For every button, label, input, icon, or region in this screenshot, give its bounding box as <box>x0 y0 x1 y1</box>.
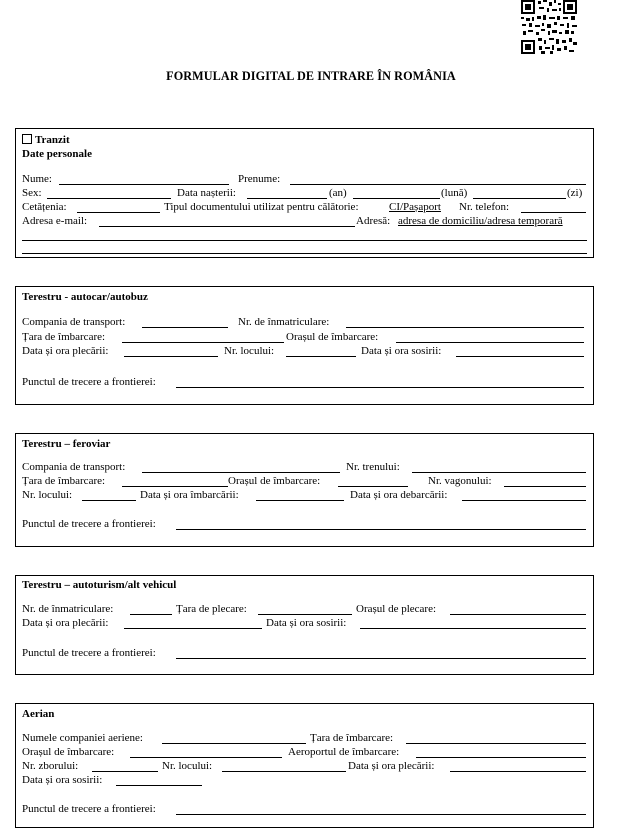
aerian-zbor-label: Nr. zborului: <box>22 760 79 772</box>
email-field[interactable] <box>99 226 355 227</box>
aerian-aeroport-field[interactable] <box>416 757 586 758</box>
adresa-line-1[interactable] <box>22 240 587 241</box>
autoturism-tara-field[interactable] <box>258 614 352 615</box>
aerian-oras-label: Orașul de îmbarcare: <box>22 746 115 758</box>
aerian-punct-label: Punctul de trecere a frontierei: <box>22 803 156 815</box>
year-label: (an) <box>329 187 347 199</box>
adresa-value[interactable]: adresa de domiciliu/adresa temporară <box>398 215 563 227</box>
autoturism-tara-label: Țara de plecare: <box>176 603 247 615</box>
adresa-label: Adresă: <box>356 215 391 227</box>
aerian-companie-field[interactable] <box>162 743 306 744</box>
autoturism-sosire-field[interactable] <box>360 628 586 629</box>
feroviar-punct-label: Punctul de trecere a frontierei: <box>22 518 156 530</box>
autocar-loc-label: Nr. locului: <box>224 345 275 357</box>
cetatenia-label: Cetățenia: <box>22 201 67 213</box>
day-label: (zi) <box>567 187 583 199</box>
birth-year-field[interactable] <box>247 198 327 199</box>
feroviar-loc-field[interactable] <box>82 500 136 501</box>
aerian-zbor-field[interactable] <box>92 771 158 772</box>
aerian-aeroport-label: Aeroportul de îmbarcare: <box>288 746 400 758</box>
feroviar-section <box>15 433 594 547</box>
feroviar-oras-field[interactable] <box>338 486 408 487</box>
feroviar-vagon-field[interactable] <box>504 486 586 487</box>
autocar-tara-field[interactable] <box>122 342 284 343</box>
autocar-loc-field[interactable] <box>286 356 356 357</box>
feroviar-heading: Terestru – feroviar <box>22 438 111 450</box>
feroviar-oras-label: Orașul de îmbarcare: <box>228 475 321 487</box>
autocar-sosire-label: Data și ora sosirii: <box>361 345 442 357</box>
aerian-sosire-field[interactable] <box>116 785 202 786</box>
personal-data-heading: Date personale <box>22 148 92 160</box>
feroviar-compania-field[interactable] <box>142 472 340 473</box>
prenume-label: Prenume: <box>238 173 281 185</box>
birth-day-field[interactable] <box>473 198 566 199</box>
feroviar-tara-label: Țara de îmbarcare: <box>22 475 106 487</box>
feroviar-vagon-label: Nr. vagonului: <box>428 475 492 487</box>
month-label: (lună) <box>441 187 468 199</box>
feroviar-tren-field[interactable] <box>412 472 586 473</box>
autoturism-plecare-field[interactable] <box>124 628 262 629</box>
autoturism-inmatriculare-field[interactable] <box>130 614 172 615</box>
document-type-label: Tipul documentului utilizat pentru călătorie: <box>164 201 359 213</box>
feroviar-debarcare-field[interactable] <box>462 500 586 501</box>
sex-label: Sex: <box>22 187 42 199</box>
aerian-heading: Aerian <box>22 708 55 720</box>
qr-code-icon <box>521 0 577 54</box>
transit-checkbox[interactable] <box>22 134 32 144</box>
nume-field[interactable] <box>59 184 229 185</box>
cetatenia-field[interactable] <box>77 212 160 213</box>
transit-label: Tranzit <box>35 134 70 146</box>
aerian-companie-label: Numele companiei aeriene: <box>22 732 143 744</box>
telefon-field[interactable] <box>521 212 586 213</box>
aerian-tara-label: Țara de îmbarcare: <box>310 732 394 744</box>
feroviar-imbarcare-field[interactable] <box>256 500 344 501</box>
feroviar-loc-label: Nr. locului: <box>22 489 73 501</box>
autocar-oras-label: Orașul de îmbarcare: <box>286 331 379 343</box>
autocar-inmatriculare-label: Nr. de înmatriculare: <box>238 316 330 328</box>
aerian-sosire-label: Data și ora sosirii: <box>22 774 103 786</box>
autoturism-inmatriculare-label: Nr. de înmatriculare: <box>22 603 114 615</box>
autoturism-punct-label: Punctul de trecere a frontierei: <box>22 647 156 659</box>
autocar-punct-field[interactable] <box>176 387 584 388</box>
feroviar-imbarcare-label: Data și ora îmbarcării: <box>140 489 239 501</box>
autoturism-oras-field[interactable] <box>450 614 586 615</box>
sex-field[interactable] <box>47 198 171 199</box>
aerian-tara-field[interactable] <box>406 743 586 744</box>
birth-month-field[interactable] <box>353 198 440 199</box>
aerian-plecare-field[interactable] <box>450 771 586 772</box>
autocar-plecare-field[interactable] <box>124 356 218 357</box>
nume-label: Nume: <box>22 173 52 185</box>
autoturism-punct-field[interactable] <box>176 658 586 659</box>
feroviar-punct-field[interactable] <box>176 529 586 530</box>
autocar-section <box>15 286 594 405</box>
telefon-label: Nr. telefon: <box>459 201 510 213</box>
autocar-punct-label: Punctul de trecere a frontierei: <box>22 376 156 388</box>
autoturism-plecare-label: Data și ora plecării: <box>22 617 109 629</box>
aerian-oras-field[interactable] <box>130 757 282 758</box>
autocar-tara-label: Țara de îmbarcare: <box>22 331 106 343</box>
data-nasterii-label: Data nașterii: <box>177 187 236 199</box>
aerian-punct-field[interactable] <box>176 814 586 815</box>
feroviar-debarcare-label: Data și ora debarcării: <box>350 489 448 501</box>
autocar-compania-field[interactable] <box>142 327 228 328</box>
aerian-loc-label: Nr. locului: <box>162 760 213 772</box>
autoturism-oras-label: Orașul de plecare: <box>356 603 437 615</box>
autocar-inmatriculare-field[interactable] <box>346 327 584 328</box>
adresa-line-2[interactable] <box>22 253 587 254</box>
personal-data-section <box>15 128 594 258</box>
autoturism-section <box>15 575 594 675</box>
aerian-section <box>15 703 594 828</box>
autocar-plecare-label: Data și ora plecării: <box>22 345 109 357</box>
document-title: FORMULAR DIGITAL DE INTRARE ÎN ROMÂNIA <box>166 69 456 83</box>
aerian-loc-field[interactable] <box>222 771 346 772</box>
feroviar-tara-field[interactable] <box>122 486 228 487</box>
transit-option[interactable] <box>22 134 70 146</box>
autocar-heading: Terestru - autocar/autobuz <box>22 291 148 303</box>
feroviar-tren-label: Nr. trenului: <box>346 461 400 473</box>
autoturism-heading: Terestru – autoturism/alt vehicul <box>22 579 177 591</box>
feroviar-compania-label: Compania de transport: <box>22 461 126 473</box>
aerian-plecare-label: Data și ora plecării: <box>348 760 435 772</box>
document-type-value[interactable]: CI/Pașaport <box>389 201 441 213</box>
prenume-field[interactable] <box>290 184 586 185</box>
autocar-compania-label: Compania de transport: <box>22 316 126 328</box>
autocar-oras-field[interactable] <box>396 342 584 343</box>
autocar-sosire-field[interactable] <box>456 356 584 357</box>
autoturism-sosire-label: Data și ora sosirii: <box>266 617 347 629</box>
email-label: Adresa e-mail: <box>22 215 88 227</box>
